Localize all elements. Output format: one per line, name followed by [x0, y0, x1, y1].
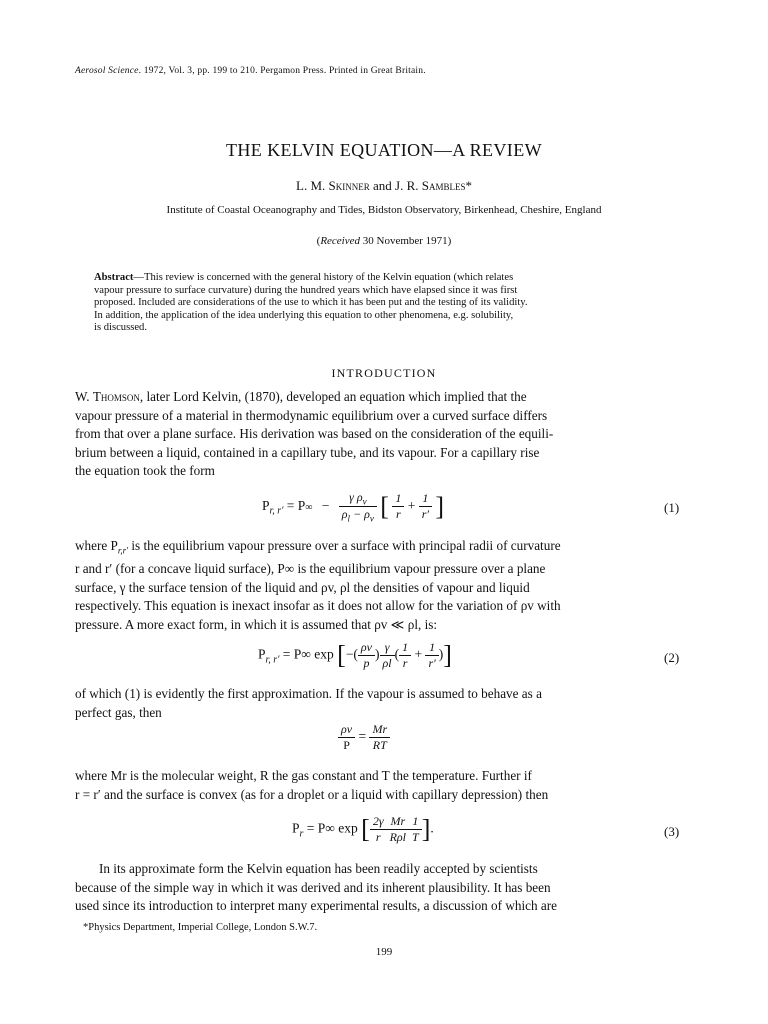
abstract-line — [94, 272, 668, 285]
eq3-den-c: T — [412, 830, 419, 844]
eq3-den-b: Rρl — [389, 830, 407, 844]
author1-initials: L. M. — [296, 178, 329, 193]
eq2-right-bracket: ] — [443, 640, 452, 670]
eq3-period: . — [430, 820, 434, 836]
paragraph-line: pressure. A more exact form, in which it is assumed that ρv ≪ ρl, is: — [75, 617, 438, 633]
eq3-den-a: r — [375, 830, 381, 844]
equation-2-number: (2) — [664, 650, 680, 665]
eq1-fraction — [339, 490, 377, 524]
pressure-subscript: r,r′ — [117, 545, 129, 556]
gas-den-left: P — [343, 738, 350, 752]
equation-1-number: (1) — [664, 500, 680, 515]
eq1-lhs-sub: r, r′ — [269, 505, 284, 517]
eq2-den: p — [363, 656, 370, 670]
eq2-frac-1r — [399, 640, 411, 671]
paragraph-line — [75, 537, 687, 560]
paragraph-line: of which (1) is evidently the first approximation. If the vapour is assumed to behave as a — [75, 686, 542, 701]
journal-citation — [75, 66, 426, 76]
paragraph-line: surface, γ the surface tension of the liquid and ρv, ρl the densities of vapour and liquid — [75, 579, 530, 595]
eq1-den-sub1: l — [347, 513, 351, 524]
paragraph-line: perfect gas, then — [75, 704, 162, 720]
equation-3 — [292, 814, 434, 845]
paragraph-line: In its approximate form the Kelvin equation has been readily accepted by scientists — [99, 861, 538, 876]
abstract-line: is discussed. — [94, 322, 147, 334]
eq3-rhs: = P∞ exp — [303, 820, 362, 836]
abstract — [94, 272, 668, 335]
paragraph-line — [75, 388, 687, 407]
gas-frac-left — [338, 722, 355, 753]
eq2-paren: ( — [394, 646, 400, 662]
eq2-one-a: 1 — [399, 640, 411, 656]
eq1-num-sub: v — [362, 496, 367, 507]
eq2-close-b: ) — [438, 646, 444, 662]
gas-num-left: ρv — [338, 722, 355, 738]
abstract-line: In addition, the application of the idea underlying this equation to other phenomena, e.g. solubility, — [94, 309, 514, 321]
paragraph-line: r = r′ and the surface is convex (as for a droplet or a liquid with capillary depression) then — [75, 786, 549, 802]
eq2-rhs: = P∞ exp — [279, 646, 338, 662]
eq1-one-a: 1 — [392, 491, 404, 507]
abstract-label: Abstract — [94, 272, 134, 283]
paragraph-line: where Mr is the molecular weight, R the gas constant and T the temperature. Further if — [75, 768, 532, 783]
author1-surname: Skinner — [328, 178, 370, 193]
eq3-lhs: P — [292, 820, 300, 836]
paper-title: THE KELVIN EQUATION—A REVIEW — [226, 140, 542, 160]
eq1-rprime: r′ — [421, 507, 430, 522]
eq3-right-bracket: ] — [421, 814, 431, 844]
cited-author-initial: W. — [75, 389, 93, 404]
eq3-lhs-sub: r — [299, 828, 304, 840]
equation-3-number: (3) — [664, 824, 680, 839]
eq2-den2: ρl — [382, 656, 392, 670]
abstract-line: vapour pressure to surface curvature) during the hundred years which have elapsed since it was first — [94, 284, 518, 296]
eq2-one-b: 1 — [425, 640, 438, 656]
eq2-r: r — [402, 656, 408, 670]
eq3-frac-b — [387, 814, 409, 845]
eq1-frac-1r — [392, 491, 404, 522]
paragraph-line: from that over a plane surface. His derivation was based on the consideration of the equili- — [75, 426, 554, 442]
paragraph-line: the equation took the form — [75, 463, 215, 479]
eq2-frac-tension — [380, 640, 395, 671]
author2-initials: J. R. — [395, 178, 422, 193]
eq1-right-bracket: ] — [435, 491, 445, 521]
eq2-rprime: r′ — [428, 656, 436, 670]
paragraph-line: because of the simple way in which it was derived and its inherent plausibility. It has been — [75, 879, 551, 895]
eq1-equals: = P — [283, 497, 306, 513]
eq3-frac-a — [370, 814, 387, 845]
paragraph-line: respectively. This equation is inexact insofar as it does not allow for the variation of ρv with — [75, 598, 561, 614]
footnote: *Physics Department, Imperial College, London S.W.7. — [83, 922, 318, 933]
eq2-left-bracket: [ — [337, 640, 346, 670]
paragraph-definitions — [75, 537, 687, 635]
paragraph-approximation — [75, 685, 687, 722]
equation-2 — [258, 640, 452, 671]
eq3-num-c: 1 — [409, 814, 422, 830]
section-heading: INTRODUCTION — [331, 366, 437, 380]
paragraph-line: r and r′ (for a concave liquid surface), P∞ is the equilibrium vapour pressure over a plane — [75, 561, 546, 577]
equation-1 — [262, 490, 444, 524]
received-label: Received — [320, 235, 360, 247]
gas-frac-right — [369, 722, 390, 753]
eq1-den-sub2: v — [369, 513, 374, 524]
gas-num-right: Mr — [369, 722, 390, 738]
cited-author: Thomson — [92, 389, 140, 404]
equation-gas — [338, 722, 390, 753]
eq1-frac-1rprime — [419, 491, 432, 522]
abstract-text: —This review is concerned with the general history of the Kelvin equation (which relates — [133, 272, 514, 283]
eq1-den-a: ρ — [341, 507, 348, 522]
eq1-numerator — [339, 490, 377, 507]
eq2-lhs: P — [258, 646, 266, 662]
paragraph-text: is the equilibrium vapour pressure over a surface with principal radii of curvature — [128, 538, 561, 553]
eq1-den-mid: − ρ — [350, 507, 370, 522]
eq2-frac-density — [358, 640, 375, 671]
eq2-num: ρv — [358, 640, 375, 656]
eq1-lhs: P — [262, 497, 270, 513]
received-date — [0, 235, 768, 247]
gas-den-right: RT — [372, 738, 387, 752]
eq2-close-a: ) — [375, 646, 380, 662]
author-list — [0, 178, 768, 194]
journal-details: . 1972, Vol. 3, pp. 199 to 210. Pergamon Press. Printed in Great Britain. — [138, 66, 426, 76]
eq2-num2: γ — [380, 640, 395, 656]
eq1-num-text: γ ρ — [349, 490, 363, 504]
authors-conjunction: and — [369, 178, 396, 193]
eq1-minus: − — [318, 497, 333, 513]
eq1-left-bracket: [ — [380, 491, 389, 521]
eq2-inner-start: −( — [345, 646, 358, 662]
paragraph-line: vapour pressure of a material in thermodynamic equilibrium over a curved surface differs — [75, 407, 548, 423]
received-open: ( — [316, 235, 321, 247]
eq1-denominator — [339, 507, 377, 523]
eq1-plus: + — [404, 497, 419, 513]
paragraph-intro — [75, 388, 687, 481]
eq1-one-b: 1 — [419, 491, 432, 507]
eq1-infinity: ∞ — [305, 501, 313, 513]
affiliation: Institute of Coastal Oceanography and Tides, Bidston Observatory, Birkenhead, Cheshire, England — [166, 204, 602, 216]
eq2-plus: + — [411, 646, 426, 662]
paragraph-text: where P — [75, 538, 118, 553]
paragraph-line: used since its introduction to interpret many experimental results, a discussion of which are — [75, 898, 557, 914]
journal-name: Aerosol Science — [75, 66, 139, 76]
eq2-lhs-sub: r, r′ — [265, 654, 280, 666]
eq3-num-a: 2γ — [370, 814, 387, 830]
received-value: 30 November 1971) — [360, 235, 452, 247]
eq2-frac-1rprime — [425, 640, 438, 671]
paragraph-acceptance — [75, 860, 687, 916]
eq3-left-bracket: [ — [361, 814, 370, 844]
paragraph-molecular — [75, 767, 687, 804]
page-number: 199 — [375, 946, 393, 958]
eq3-frac-c — [409, 814, 422, 845]
eq1-r: r — [396, 507, 401, 522]
paragraph-text: , later Lord Kelvin, (1870), developed an equation which implied that the — [139, 389, 527, 404]
author2-surname: Sambles* — [421, 178, 472, 193]
paragraph-line: brium between a liquid, contained in a capillary tube, and its vapour. For a capillary rise — [75, 444, 540, 460]
eq3-num-b: Mr — [387, 814, 409, 830]
gas-equals: = — [355, 728, 370, 744]
abstract-line: proposed. Included are considerations of the use to which it has been put and the testing of its validity. — [94, 297, 528, 309]
